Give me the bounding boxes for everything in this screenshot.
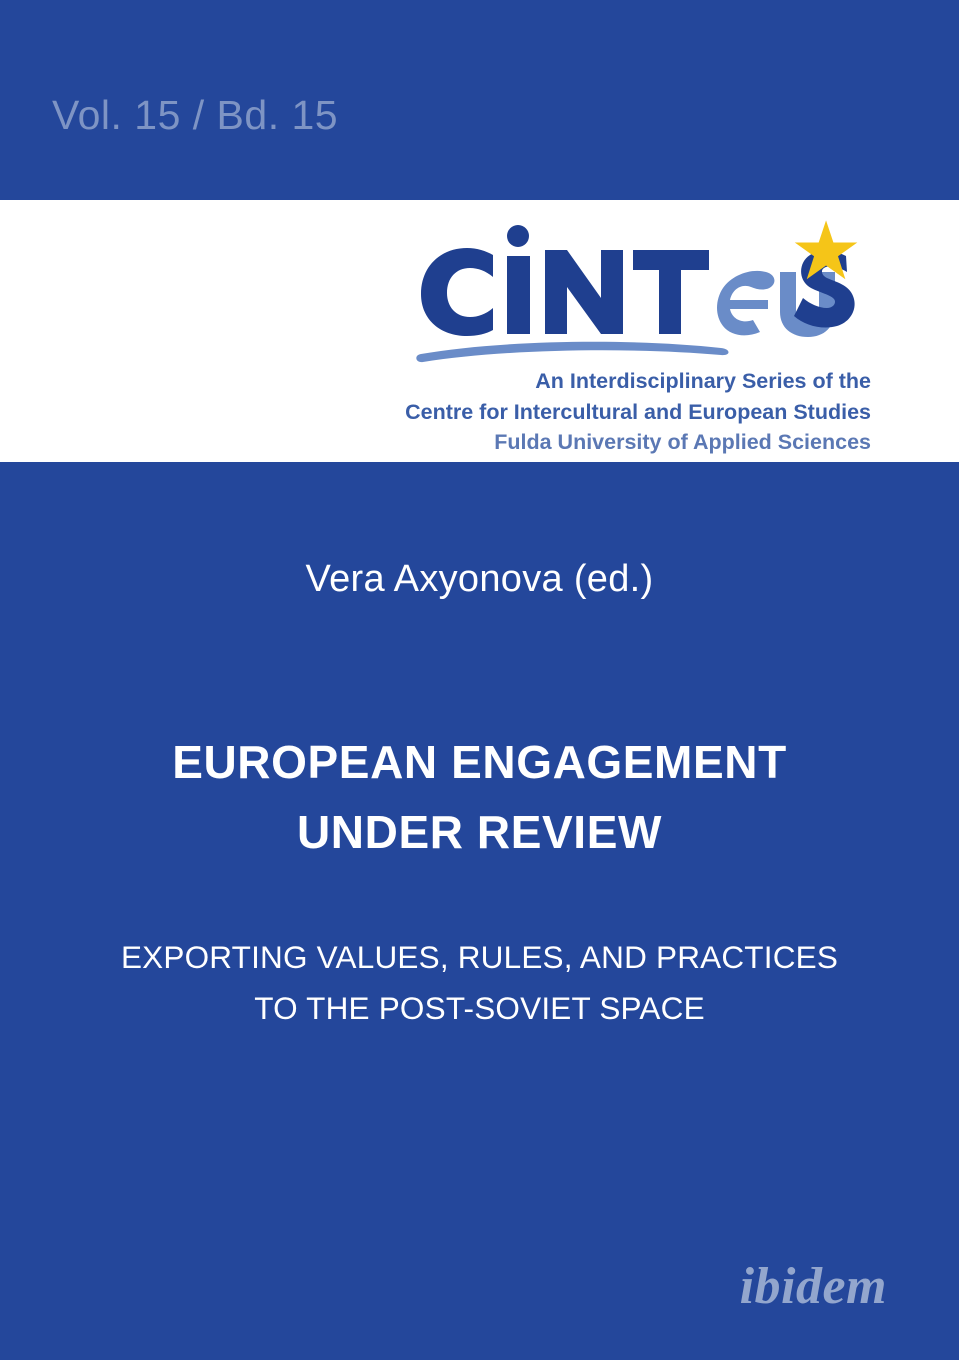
editor-name: Vera Axyonova (ed.) [305,558,654,600]
title-line-2: UNDER REVIEW [296,805,662,858]
subtitle-line-2: TO THE POST-SOVIET SPACE [254,990,705,1027]
series-line-3: Fulda University of Applied Sciences [494,430,871,455]
series-line-1: An Interdisciplinary Series of the [535,369,871,393]
book-title [0,728,959,868]
subtitle-line-1: EXPORTING VALUES, RULES, AND PRACTICES [120,939,839,975]
volume-label: Vol. 15 / Bd. 15 [52,92,339,138]
series-subtitle [271,366,871,458]
title-line-1: EUROPEAN ENGAGEMENT [172,736,787,788]
cinteus-wordmark-svg [271,208,871,378]
top-color-band [0,0,959,200]
book-subtitle [0,932,959,1034]
series-line-2: Centre for Intercultural and European Studies [405,399,871,424]
series-logo [271,208,871,458]
publisher-name: ibidem [739,1258,887,1315]
logo-band [0,200,959,462]
